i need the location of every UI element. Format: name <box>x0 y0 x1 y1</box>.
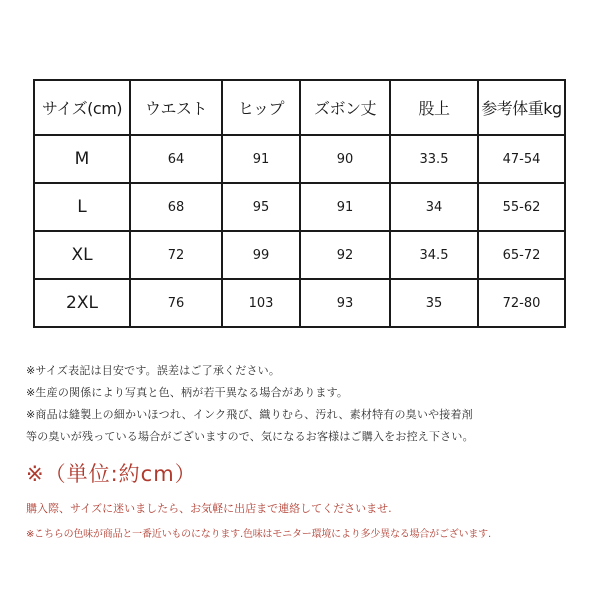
header-pants-length: ズボン丈 <box>300 80 390 135</box>
waist-cell: 72 <box>130 231 222 279</box>
size-chart-table <box>33 79 566 328</box>
weight-cell: 47-54 <box>478 135 565 183</box>
header-weight: 参考体重kg <box>478 80 565 135</box>
pants-length-cell: 93 <box>300 279 390 327</box>
hip-cell: 91 <box>222 135 300 183</box>
waist-cell: 68 <box>130 183 222 231</box>
waist-cell: 64 <box>130 135 222 183</box>
rise-cell: 34 <box>390 183 478 231</box>
waist-cell: 76 <box>130 279 222 327</box>
contact-note: 購入際、サイズに迷いましたら、お気軽に出店まで連絡してくださいませ. <box>26 502 392 515</box>
table-row <box>34 231 565 279</box>
header-hip: ヒップ <box>222 80 300 135</box>
header-size: サイズ(cm) <box>34 80 130 135</box>
pants-length-cell: 91 <box>300 183 390 231</box>
size-cell: 2XL <box>34 279 130 327</box>
table-row <box>34 135 565 183</box>
table-row <box>34 183 565 231</box>
note-sewing-defects: ※商品は縫製上の細かいほつれ、インク飛び、織りむら、汚れ、素材特有の臭いや接着剤 <box>26 408 473 421</box>
rise-cell: 33.5 <box>390 135 478 183</box>
header-rise: 股上 <box>390 80 478 135</box>
hip-cell: 103 <box>222 279 300 327</box>
hip-cell: 95 <box>222 183 300 231</box>
unit-label: ※（単位:約cm） <box>26 462 197 486</box>
size-cell: M <box>34 135 130 183</box>
header-row <box>34 80 565 135</box>
size-cell: XL <box>34 231 130 279</box>
header-waist: ウエスト <box>130 80 222 135</box>
hip-cell: 99 <box>222 231 300 279</box>
weight-cell: 72-80 <box>478 279 565 327</box>
color-note: ※こちらの色味が商品と一番近いものになります.色味はモニター環境により多少異なる場合がございます. <box>26 529 491 540</box>
pants-length-cell: 92 <box>300 231 390 279</box>
table-row <box>34 279 565 327</box>
size-cell: L <box>34 183 130 231</box>
note-color-difference: ※生産の関係により写真と色、柄が若干異なる場合があります。 <box>26 386 349 399</box>
weight-cell: 55-62 <box>478 183 565 231</box>
note-size-guide: ※サイズ表記は目安です。誤差はご了承ください。 <box>26 364 281 377</box>
weight-cell: 65-72 <box>478 231 565 279</box>
notes-block <box>26 360 586 448</box>
rise-cell: 34.5 <box>390 231 478 279</box>
pants-length-cell: 90 <box>300 135 390 183</box>
note-odor-warning: 等の臭いが残っている場合がございますので、気になるお客様はご購入をお控え下さい。 <box>26 430 474 443</box>
rise-cell: 35 <box>390 279 478 327</box>
